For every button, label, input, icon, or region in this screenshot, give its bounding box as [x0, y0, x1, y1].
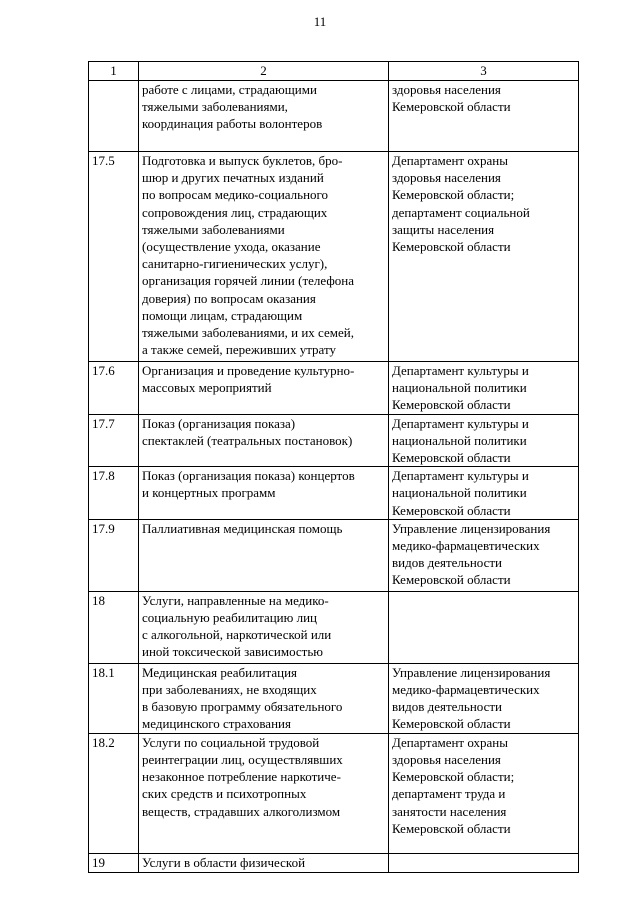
row-number: 17.7	[89, 414, 139, 467]
row-number: 18.2	[89, 733, 139, 853]
row-number: 17.5	[89, 152, 139, 362]
table-row	[89, 853, 579, 872]
row-service: Услуги в области физической	[139, 853, 389, 872]
table-row	[89, 152, 579, 362]
table-row	[89, 591, 579, 663]
row-executor: Управление лицензирования медико-фармацевтических видов деятельности Кемеровской области	[389, 519, 579, 591]
row-number: 18	[89, 591, 139, 663]
row-executor: Департамент охраны здоровья населения Кемеровской области; департамент труда и занятости населения Кемеровской области	[389, 733, 579, 853]
table-row	[89, 467, 579, 520]
row-service: Показ (организация показа) спектаклей (театральных постановок)	[139, 414, 389, 467]
row-number	[89, 81, 139, 152]
row-executor: Управление лицензирования медико-фармацевтических видов деятельности Кемеровской области	[389, 663, 579, 733]
table-row	[89, 362, 579, 415]
row-service: Услуги по социальной трудовой реинтеграции лиц, осуществлявших незаконное потребление наркотиче- ских средств и психотропных веществ, страдавших алкоголизмом	[139, 733, 389, 853]
table-row	[89, 519, 579, 591]
row-executor: Департамент охраны здоровья населения Кемеровской области; департамент социальной защиты населения Кемеровской области	[389, 152, 579, 362]
row-number: 18.1	[89, 663, 139, 733]
row-service: Паллиативная медицинская помощь	[139, 519, 389, 591]
row-service: Медицинская реабилитация при заболеваниях, не входящих в базовую программу обязательного медицинского страхования	[139, 663, 389, 733]
row-number: 17.9	[89, 519, 139, 591]
services-table	[88, 61, 579, 873]
row-number: 19	[89, 853, 139, 872]
table-header-row	[89, 62, 579, 81]
row-number: 17.6	[89, 362, 139, 415]
column-header-service: 2	[139, 62, 389, 81]
row-service: Подготовка и выпуск буклетов, бро- шюр и других печатных изданий по вопросам медико-социального сопровождения лиц, страдающих тяжелыми заболеваниями (осуществление ухода, оказание санитарно-гигиенических услуг), организация горячей линии (телефона доверия) по вопросам оказания помощи лицам, страдающим тяжелыми заболеваниями, и их семей, а также семей, переживших утрату	[139, 152, 389, 362]
row-executor: здоровья населения Кемеровской области	[389, 81, 579, 152]
column-header-executor: 3	[389, 62, 579, 81]
row-service: Организация и проведение культурно- массовых мероприятий	[139, 362, 389, 415]
row-service: Услуги, направленные на медико- социальную реабилитацию лиц с алкогольной, наркотической или иной токсической зависимостью	[139, 591, 389, 663]
page-number: 11	[313, 14, 327, 29]
row-executor	[389, 853, 579, 872]
row-executor: Департамент культуры и национальной политики Кемеровской области	[389, 467, 579, 520]
row-executor	[389, 591, 579, 663]
row-service: Показ (организация показа) концертов и концертных программ	[139, 467, 389, 520]
table-row	[89, 733, 579, 853]
column-header-number: 1	[89, 62, 139, 81]
row-executor: Департамент культуры и национальной политики Кемеровской области	[389, 414, 579, 467]
row-executor: Департамент культуры и национальной политики Кемеровской области	[389, 362, 579, 415]
table-row	[89, 81, 579, 152]
row-number: 17.8	[89, 467, 139, 520]
table-row	[89, 414, 579, 467]
table-row	[89, 663, 579, 733]
row-service: работе с лицами, страдающими тяжелыми заболеваниями, координация работы волонтеров	[139, 81, 389, 152]
